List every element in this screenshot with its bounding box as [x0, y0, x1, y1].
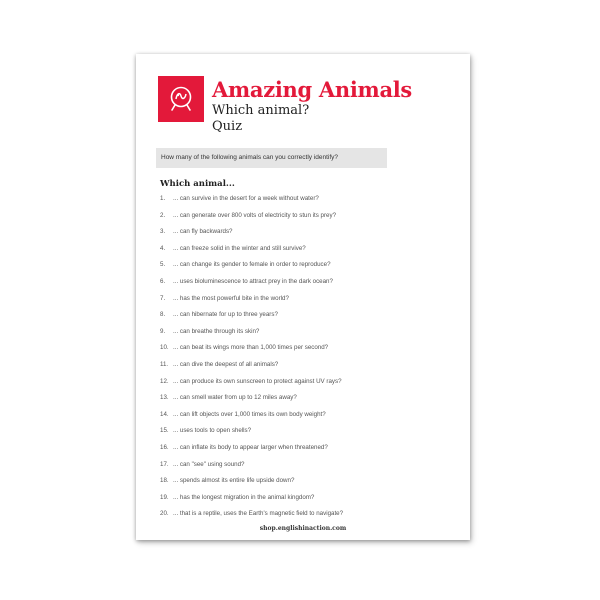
question-number: 15. — [160, 427, 169, 435]
question-text: ... spends almost its entire life upside down? — [173, 477, 295, 485]
question-number: 7. — [160, 294, 166, 302]
question-item — [160, 228, 343, 245]
question-text: ... can fly backwards? — [173, 228, 233, 236]
question-text: ... can smell water from up to 12 miles away? — [173, 394, 297, 402]
page-title: Amazing Animals — [212, 77, 412, 102]
question-item — [160, 477, 343, 494]
question-text: ... can lift objects over 1,000 times its own body weight? — [173, 410, 326, 418]
question-item — [160, 494, 343, 511]
question-text: ... that is a reptile, uses the Earth's magnetic field to navigate? — [173, 510, 344, 518]
question-item — [160, 361, 343, 378]
quiz-page — [136, 54, 470, 540]
intro-banner: How many of the following animals can you correctly identify? — [156, 148, 387, 168]
question-text: ... can inflate its body to appear larger when threatened? — [173, 443, 328, 451]
section-heading: Which animal... — [160, 179, 235, 189]
question-text: ... can "see" using sound? — [173, 460, 245, 468]
question-item — [160, 411, 343, 428]
question-item — [160, 328, 343, 345]
question-item — [160, 278, 343, 295]
question-text: ... can generate over 800 volts of electricity to stun its prey? — [173, 211, 337, 219]
question-number: 1. — [160, 195, 166, 202]
question-text: ... can freeze solid in the winter and still survive? — [173, 244, 306, 252]
question-number: 2. — [160, 211, 166, 219]
question-number: 3. — [160, 228, 166, 236]
question-item — [160, 295, 343, 312]
question-number: 10. — [160, 344, 169, 352]
question-number: 19. — [160, 493, 169, 501]
question-number: 12. — [160, 377, 169, 385]
question-text: ... has the most powerful bite in the world? — [173, 294, 289, 302]
question-text: ... can hibernate for up to three years? — [173, 311, 278, 319]
question-number: 20. — [160, 510, 169, 518]
question-text: ... has the longest migration in the animal kingdom? — [173, 493, 315, 501]
question-text: ... can produce its own sunscreen to protect against UV rays? — [173, 377, 342, 385]
question-text: ... can beat its wings more than 1,000 times per second? — [173, 344, 329, 352]
question-number: 9. — [160, 327, 166, 335]
question-text: ... can survive in the desert for a week without water? — [173, 195, 319, 202]
question-item — [160, 444, 343, 461]
question-list — [160, 195, 343, 527]
question-text: ... can dive the deepest of all animals? — [173, 360, 279, 368]
question-item — [160, 311, 343, 328]
question-number: 5. — [160, 261, 166, 269]
question-text: ... uses tools to open shells? — [173, 427, 252, 435]
question-number: 16. — [160, 443, 169, 451]
english-in-action-logo-icon — [158, 76, 204, 122]
question-number: 4. — [160, 244, 166, 252]
question-text: ... uses bioluminescence to attract prey in the dark ocean? — [173, 277, 333, 285]
question-item — [160, 212, 343, 229]
question-item — [160, 427, 343, 444]
question-number: 18. — [160, 477, 169, 485]
question-number: 6. — [160, 277, 166, 285]
question-number: 11. — [160, 360, 169, 368]
question-item — [160, 261, 343, 278]
question-text: ... can breathe through its skin? — [173, 327, 260, 335]
page-subtitle: Which animal? — [212, 103, 310, 118]
question-item — [160, 344, 343, 361]
question-item — [160, 195, 343, 212]
question-item — [160, 394, 343, 411]
question-text: ... can change its gender to female in order to reproduce? — [173, 261, 331, 269]
question-number: 14. — [160, 410, 169, 418]
page-subtitle-quiz: Quiz — [212, 119, 243, 134]
footer-url: shop.englishinaction.com — [259, 525, 347, 532]
question-item — [160, 461, 343, 478]
question-number: 8. — [160, 311, 166, 319]
question-item — [160, 378, 343, 395]
question-number: 17. — [160, 460, 169, 468]
question-number: 13. — [160, 394, 169, 402]
question-item — [160, 245, 343, 262]
